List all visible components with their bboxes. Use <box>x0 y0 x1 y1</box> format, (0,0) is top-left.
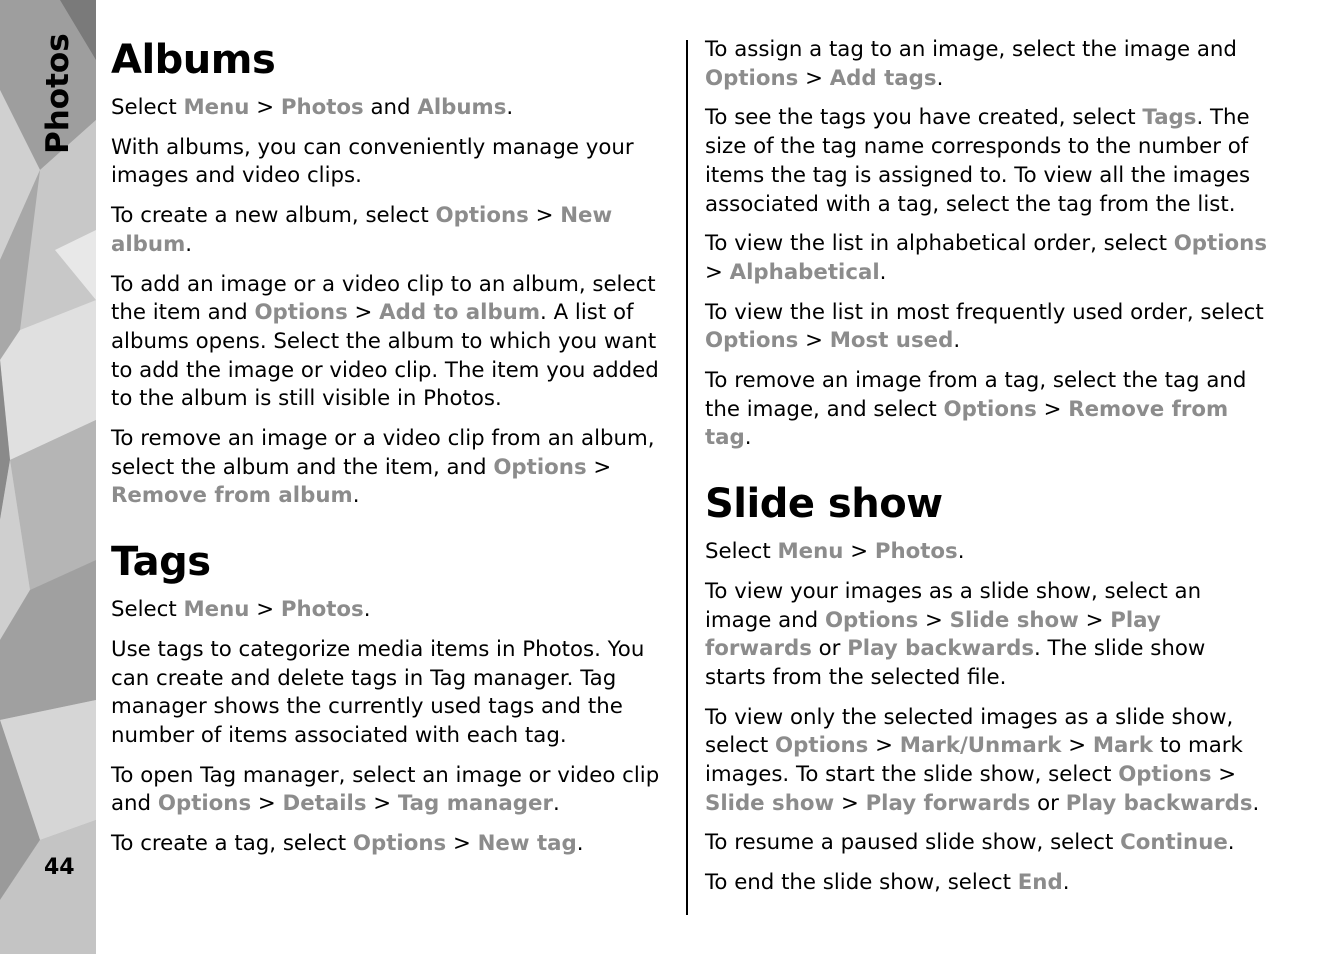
albums-paragraph: To add an image or a video clip to an album, select the item and Options > Add to album. A list of albums opens. Select the album to which you want to add the image or video clip. The item you added to the album is still visible in Photos. <box>111 271 659 412</box>
slideshow-paragraph: Select Menu > Photos. <box>705 539 965 565</box>
section-tab <box>18 30 96 154</box>
tags-paragraph: To see the tags you have created, select Tags. The size of the tag name corresponds to the number of items the tag is assigned to. To view all the images associated with a tag, select the tag from the list. <box>705 105 1251 217</box>
slideshow-paragraph: To view your images as a slide show, select an image and Options > Slide show > Play forwards or Play backwards. The slide show starts from the selected file. <box>705 578 1206 690</box>
tags-heading: Tags <box>111 539 211 586</box>
tags-paragraph: Select Menu > Photos. <box>111 597 371 623</box>
slideshow-paragraph: To end the slide show, select End. <box>705 870 1070 896</box>
albums-heading: Albums <box>111 37 276 83</box>
tags-paragraph: To view the list in alphabetical order, select Options > Alphabetical. <box>705 231 1268 285</box>
tags-paragraph: To create a tag, select Options > New tag. <box>111 831 584 857</box>
tags-paragraph: To view the list in most frequently used order, select Options > Most used. <box>705 299 1264 354</box>
right-column <box>705 36 1267 909</box>
slideshow-heading: Slide show <box>705 481 943 528</box>
albums-paragraph: With albums, you can conveniently manage your images and video clips. <box>111 134 634 189</box>
page-number: 44 <box>44 855 75 880</box>
tags-paragraph: To assign a tag to an image, select the image and Options > Add tags. <box>705 37 1237 91</box>
tags-paragraph: Use tags to categorize media items in Photos. You can create and delete tags in Tag manager. Tag manager shows the currently used tags and the number of items associated with each tag. <box>111 636 645 748</box>
tags-paragraph: To open Tag manager, select an image or video clip and Options > Details > Tag manager. <box>111 762 660 817</box>
slideshow-paragraph: To resume a paused slide show, select Continue. <box>705 830 1235 856</box>
column-divider <box>686 40 688 915</box>
section-sidebar <box>0 0 96 954</box>
albums-paragraph: Select Menu > Photos and Albums. <box>111 95 514 120</box>
section-label: Photos <box>40 33 76 154</box>
albums-paragraph: To remove an image or a video clip from an album, select the album and the item, and Options > Remove from album. <box>111 426 655 509</box>
tags-paragraph: To remove an image from a tag, select the tag and the image, and select Options > Remove from tag. <box>705 368 1247 451</box>
left-column <box>111 36 674 870</box>
albums-paragraph: To create a new album, select Options > New album. <box>111 203 613 257</box>
slideshow-paragraph: To view only the selected images as a slide show, select Options > Mark/Unmark > Mark to mark images. To start the slide show, select Options > Slide show > Play forwards or Play backwards. <box>705 704 1260 816</box>
